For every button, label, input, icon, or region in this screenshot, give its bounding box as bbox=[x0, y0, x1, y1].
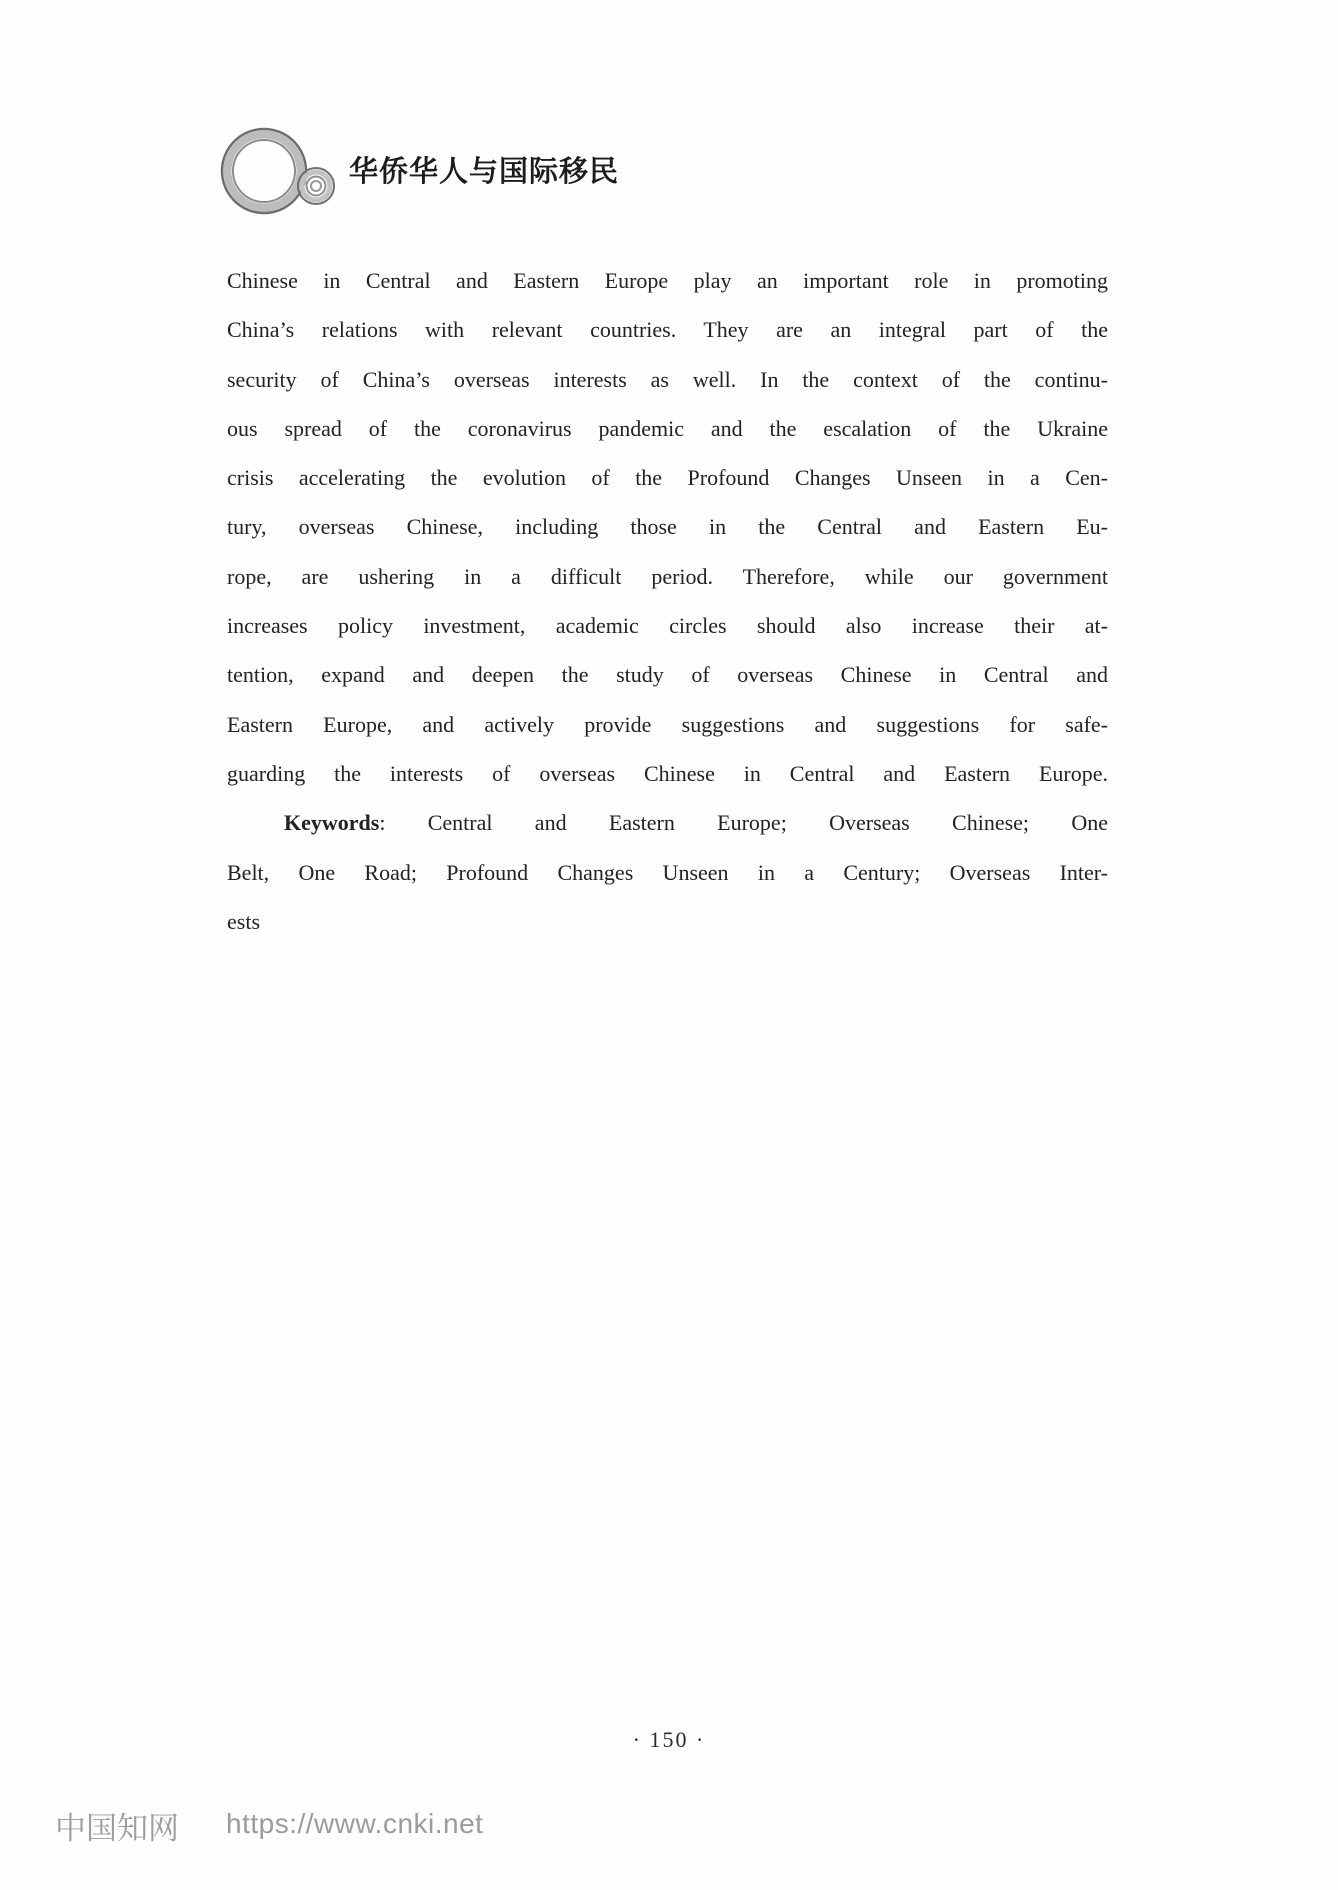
abstract-line: security of China’s overseas interests as well. In the context of the continu- bbox=[227, 366, 1108, 392]
cnki-site-url: https://www.cnki.net bbox=[226, 1808, 484, 1839]
abstract-block bbox=[227, 256, 1108, 946]
abstract-line: rope, are ushering in a difficult period. Therefore, while our government bbox=[227, 563, 1108, 589]
keywords-line: ests bbox=[227, 908, 260, 934]
abstract-line: guarding the interests of overseas Chinese in Central and Eastern Europe. bbox=[227, 760, 1108, 786]
cnki-site-name: 中国知网 bbox=[55, 1811, 179, 1846]
keywords-line bbox=[227, 798, 1108, 847]
abstract-line: China’s relations with relevant countries. They are an integral part of the bbox=[227, 317, 1108, 343]
journal-title: 华侨华人与国际移民 bbox=[349, 156, 620, 188]
keywords-line: Belt, One Road; Profound Changes Unseen in a Century; Overseas Inter- bbox=[227, 859, 1108, 885]
abstract-line: Eastern Europe, and actively provide suggestions and suggestions for safe- bbox=[227, 711, 1108, 737]
abstract-line: increases policy investment, academic circles should also increase their at- bbox=[227, 613, 1108, 639]
abstract-line: tury, overseas Chinese, including those in the Central and Eastern Eu- bbox=[227, 514, 1108, 540]
journal-logo bbox=[219, 123, 369, 233]
keywords-label: Keywords bbox=[284, 810, 380, 836]
rings-logo-icon bbox=[219, 123, 369, 228]
abstract-line: ous spread of the coronavirus pandemic and the escalation of the Ukraine bbox=[227, 415, 1108, 441]
abstract-line: Chinese in Central and Eastern Europe play an important role in promoting bbox=[227, 268, 1108, 293]
keywords-text: : Central and Eastern Europe; Overseas Chinese; One bbox=[379, 810, 1108, 836]
page-number: · 150 · bbox=[632, 1727, 706, 1752]
abstract-line: tention, expand and deepen the study of overseas Chinese in Central and bbox=[227, 662, 1108, 688]
abstract-line: crisis accelerating the evolution of the Profound Changes Unseen in a Cen- bbox=[227, 465, 1108, 491]
